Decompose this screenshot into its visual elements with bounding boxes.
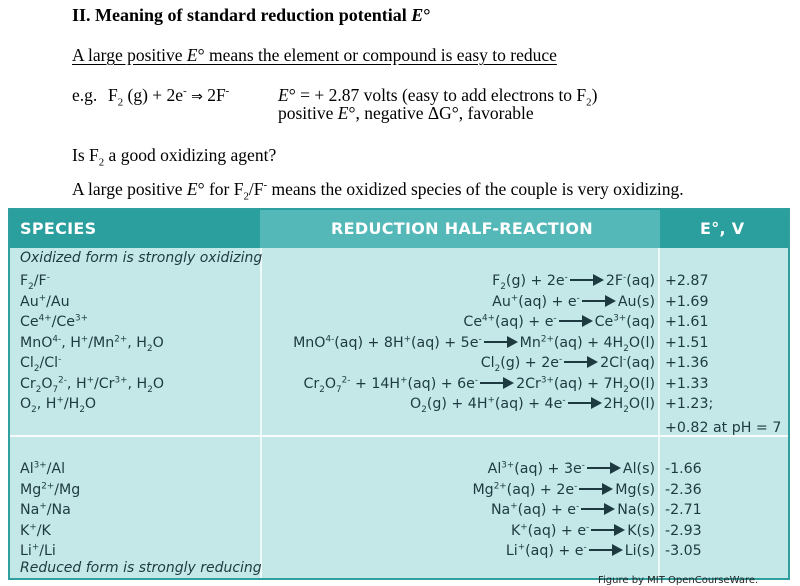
reaction-arrow-icon xyxy=(591,524,625,536)
header-potential: E°, V xyxy=(700,219,745,238)
half-reaction-cell: K+(aq) + e- K(s) xyxy=(510,521,655,539)
potential-cell: +1.51 xyxy=(665,334,709,351)
half-reaction-cell: $F_2(g) + 2e^-$ 2F-(aq) xyxy=(492,272,655,292)
half-reaction-cell: $Ce^{4+}(aq) + e^-$ $Ce^{3+}(aq)$ xyxy=(463,313,655,330)
species-cell: Na+/Na xyxy=(20,501,71,518)
table-row xyxy=(10,418,788,438)
potential-cell: +2.87 xyxy=(665,273,709,289)
table-row xyxy=(10,333,788,353)
potential-cell: +1.36 xyxy=(665,355,709,371)
half-reaction-cell: Au+(aq) + e- Au(s) xyxy=(492,292,655,310)
half-reaction-cell: $O_2(g) + 4H^+(aq) + 4e^-$ $2H_2O(l)$ xyxy=(410,395,655,415)
section-title: II. Meaning of standard reduction potential E° xyxy=(72,5,431,25)
half-reaction-cell: $Al^{3+}(aq) + 3e^-$ Al(s) xyxy=(487,460,655,477)
species-cell: Au+/Au xyxy=(20,292,70,310)
bottom-caption: Reduced form is strongly reducing xyxy=(20,560,262,576)
table-row xyxy=(10,394,788,414)
potential-cell: -2.71 xyxy=(665,502,702,518)
potential-cell: -2.93 xyxy=(665,522,702,539)
potential-cell: +1.23; xyxy=(665,396,714,412)
potential-cell: -2.36 xyxy=(665,481,702,498)
potential-cell: +1.33 xyxy=(665,375,709,392)
species-cell: $Cr_2O_7^{2-}$, $H^+/Cr^{3+}$, $H_2O$ xyxy=(20,374,164,395)
table-row xyxy=(10,541,788,561)
half-reaction-cell: $Mg^{2+}(aq) + 2e^-$ Mg(s) xyxy=(472,480,655,498)
reaction-arrow-icon xyxy=(484,336,518,348)
species-cell: Li+/Li xyxy=(20,542,56,559)
top-caption: Oxidized form is strongly oxidizing xyxy=(20,250,263,266)
reaction-arrow-icon xyxy=(582,295,616,307)
table-row xyxy=(10,312,788,332)
species-cell: $F_2/F^-$ xyxy=(20,272,50,292)
header-reaction: REDUCTION HALF-REACTION xyxy=(331,219,593,238)
table-row xyxy=(10,271,788,291)
table-row xyxy=(10,353,788,373)
figure-credit: Figure by MIT OpenCourseWare. xyxy=(598,575,759,586)
species-cell: $Ce^{4+}/Ce^{3+}$ xyxy=(20,313,88,330)
table-row xyxy=(10,521,788,541)
table-row xyxy=(10,292,788,312)
example-eg: e.g. xyxy=(72,85,98,105)
species-cell: $Mg^{2+}/Mg$ xyxy=(20,480,81,498)
potential-cell: -3.05 xyxy=(665,543,702,559)
conclusion: A large positive E° for $F_2/F^-$ means the oxidized species of the couple is very oxidizing. xyxy=(72,179,684,203)
potential-cell: -1.66 xyxy=(665,461,702,477)
reaction-arrow-icon xyxy=(564,356,598,368)
reaction-arrow-icon xyxy=(568,397,602,409)
species-cell: MnO$^{4-}$, $H^+/Mn^{2+}$, $H_2O$ xyxy=(20,333,164,354)
example-reaction: $F_2$ (g) + 2e- ⇒ 2F- xyxy=(108,85,230,109)
species-cell: $Al^{3+}/Al$ xyxy=(20,460,66,477)
reaction-arrow-icon xyxy=(559,315,593,327)
statement: A large positive E° means the element or compound is easy to reduce xyxy=(72,45,557,65)
species-cell: $Cl_2/Cl^-$ xyxy=(20,354,62,374)
reaction-arrow-icon xyxy=(581,503,615,515)
reaction-arrow-icon xyxy=(587,462,621,474)
half-reaction-cell: Na+(aq) + e- Na(s) xyxy=(490,501,655,518)
species-cell: $O_2$, $H^+/H_2O$ xyxy=(20,395,97,415)
example-note: positive E°, negative ΔG°, favorable xyxy=(278,103,534,123)
table-row xyxy=(10,500,788,520)
half-reaction-cell: MnO$^{4-}$(aq) + 8H+(aq) + 5e- $Mn^{2+}(aq) + 4H_2O(l)$ xyxy=(293,333,655,354)
reaction-arrow-icon xyxy=(570,274,604,286)
reaction-arrow-icon xyxy=(480,377,514,389)
half-reaction-cell: $Cl_2(g) + 2e^-$ 2Cl-(aq) xyxy=(480,354,655,374)
half-reaction-cell: $Cr_2O_7^{2-} + 14H^+(aq) + 6e^-$ $2Cr^{3+}(aq) + 7H_2O(l)$ xyxy=(303,374,655,395)
reduction-potential-table xyxy=(8,208,790,580)
table-row xyxy=(10,480,788,500)
reaction-arrow-icon xyxy=(589,544,623,556)
table-row xyxy=(10,374,788,394)
reaction-arrow-icon xyxy=(579,483,613,495)
potential-cell: +1.61 xyxy=(665,314,709,330)
header-species: SPECIES xyxy=(20,219,97,238)
table-row xyxy=(10,459,788,479)
potential-cell: +1.69 xyxy=(665,293,709,310)
question: Is $F_2$ a good oxidizing agent? xyxy=(72,145,277,169)
potential-extra: +0.82 at pH = 7 xyxy=(665,420,782,436)
species-cell: K+/K xyxy=(20,521,51,539)
half-reaction-cell: Li+(aq) + e- Li(s) xyxy=(505,542,655,559)
example-value: E° = + 2.87 volts (easy to add electrons to $F_2$) xyxy=(278,85,598,109)
